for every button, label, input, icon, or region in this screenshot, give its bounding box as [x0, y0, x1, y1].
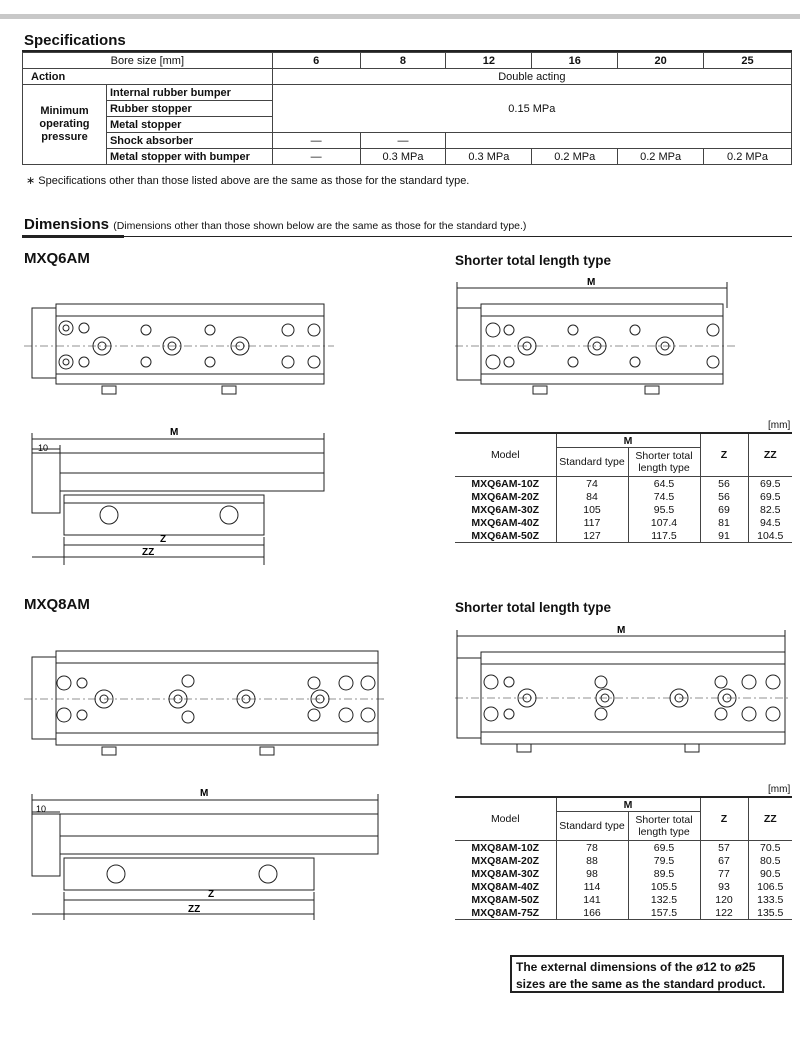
value-cell: 57: [700, 841, 748, 855]
table-row: [455, 906, 792, 920]
bore-size-25: 25: [704, 53, 792, 69]
dimensions-rule: [124, 236, 792, 237]
table-row: [455, 880, 792, 893]
model-cell: MXQ6AM-10Z: [455, 477, 556, 491]
m-dim-label: M: [170, 427, 179, 438]
value-cell: 90.5: [748, 867, 792, 880]
mxq6am-shorter-title: Shorter total length type: [455, 253, 612, 268]
bore-size-20: 20: [618, 53, 704, 69]
table-row: [455, 867, 792, 880]
model-cell: MXQ6AM-40Z: [455, 516, 556, 529]
header-m: M: [556, 797, 700, 812]
value-cell: 69.5: [748, 490, 792, 503]
value-cell: 67: [700, 854, 748, 867]
ten-dim-label: 10: [38, 443, 49, 453]
value-cell: 88: [556, 854, 628, 867]
table-row: [455, 503, 792, 516]
value-cell: 117.5: [628, 529, 700, 543]
value-cell: 91: [700, 529, 748, 543]
row-shock-absorber: Shock absorber: [106, 133, 272, 149]
table-row: [455, 516, 792, 529]
value-cell: 77: [700, 867, 748, 880]
mxq6am-dimension-table: [455, 432, 792, 543]
mxq8am-unit: [mm]: [768, 784, 791, 795]
model-cell: MXQ6AM-30Z: [455, 503, 556, 516]
m-dim-label: M: [587, 277, 596, 288]
value-cell: 56: [700, 477, 748, 491]
mxq8am-title: MXQ8AM: [24, 596, 90, 613]
mxq6am-shorter-drawing: [455, 278, 735, 400]
shock-absorber-6: —: [272, 133, 360, 149]
value-cell: 135.5: [748, 906, 792, 920]
model-cell: MXQ8AM-20Z: [455, 854, 556, 867]
row-internal-rubber-bumper: Internal rubber bumper: [106, 85, 272, 101]
header-shorter: Shorter total length type: [628, 448, 700, 477]
msb-6: —: [272, 149, 360, 165]
mxq6am-side-view-drawing: [24, 425, 334, 565]
mxq8am-dimension-table: [455, 796, 792, 920]
value-cell: 95.5: [628, 503, 700, 516]
value-cell: 105.5: [628, 880, 700, 893]
ten-dim-label: 10: [36, 804, 47, 814]
header-zz: ZZ: [748, 797, 792, 841]
mxq8am-top-view-drawing: [24, 645, 384, 755]
model-cell: MXQ8AM-40Z: [455, 880, 556, 893]
bore-size-label: Bore size [mm]: [23, 53, 273, 69]
header-zz: ZZ: [748, 433, 792, 477]
value-cell: 166: [556, 906, 628, 920]
value-cell: 79.5: [628, 854, 700, 867]
table-row: [455, 529, 792, 543]
z-dim-label: Z: [160, 534, 167, 545]
bore-size-6: 6: [272, 53, 360, 69]
value-cell: 74.5: [628, 490, 700, 503]
specifications-table: [22, 52, 792, 165]
min-pressure-label: Minimum operating pressure: [23, 85, 107, 165]
value-cell: 81: [700, 516, 748, 529]
msb-20: 0.2 MPa: [618, 149, 704, 165]
value-cell: 106.5: [748, 880, 792, 893]
msb-12: 0.3 MPa: [446, 149, 532, 165]
model-cell: MXQ6AM-50Z: [455, 529, 556, 543]
value-cell: 64.5: [628, 477, 700, 491]
model-cell: MXQ8AM-50Z: [455, 893, 556, 906]
header-standard: Standard type: [556, 448, 628, 477]
row-rubber-stopper: Rubber stopper: [106, 101, 272, 117]
header-model: Model: [455, 433, 556, 477]
model-cell: MXQ8AM-75Z: [455, 906, 556, 920]
value-cell: 74: [556, 477, 628, 491]
external-dimensions-note: The external dimensions of the ø12 to ø25 sizes are the same as the standard product.: [510, 955, 784, 993]
value-cell: 122: [700, 906, 748, 920]
model-cell: MXQ8AM-30Z: [455, 867, 556, 880]
mxq6am-rows: [455, 477, 792, 543]
value-cell: 93: [700, 880, 748, 893]
value-cell: 80.5: [748, 854, 792, 867]
value-cell: 157.5: [628, 906, 700, 920]
value-cell: 69.5: [748, 477, 792, 491]
value-cell: 82.5: [748, 503, 792, 516]
header-z: Z: [700, 433, 748, 477]
value-cell: 78: [556, 841, 628, 855]
value-cell: 132.5: [628, 893, 700, 906]
shared-pressure-value: 0.15 MPa: [272, 85, 791, 133]
value-cell: 98: [556, 867, 628, 880]
value-cell: 89.5: [628, 867, 700, 880]
row-metal-stopper-bumper: Metal stopper with bumper: [106, 149, 272, 165]
header-z: Z: [700, 797, 748, 841]
zz-dim-label: ZZ: [188, 904, 201, 915]
mxq6am-top-view-drawing: [24, 300, 334, 400]
mxq8am-rows: [455, 841, 792, 920]
table-row: [455, 854, 792, 867]
specifications-note: ∗ Specifications other than those listed above are the same as those for the standard type.: [26, 175, 470, 187]
value-cell: 56: [700, 490, 748, 503]
msb-25: 0.2 MPa: [704, 149, 792, 165]
value-cell: 69.5: [628, 841, 700, 855]
value-cell: 104.5: [748, 529, 792, 543]
value-cell: 117: [556, 516, 628, 529]
m-dim-label: M: [200, 788, 209, 799]
value-cell: 94.5: [748, 516, 792, 529]
dimensions-rule-thick: [22, 235, 124, 238]
specifications-title: Specifications: [24, 32, 126, 49]
value-cell: 107.4: [628, 516, 700, 529]
value-cell: 127: [556, 529, 628, 543]
mxq6am-unit: [mm]: [768, 420, 791, 431]
value-cell: 69: [700, 503, 748, 516]
mxq8am-side-view-drawing: [24, 788, 384, 928]
header-model: Model: [455, 797, 556, 841]
dimensions-title: Dimensions (Dimensions other than those shown below are the same as those for the standard type.): [24, 216, 527, 233]
header-m: M: [556, 433, 700, 448]
table-row: [455, 490, 792, 503]
value-cell: 133.5: [748, 893, 792, 906]
header-standard: Standard type: [556, 812, 628, 841]
value-cell: 84: [556, 490, 628, 503]
table-row: [455, 841, 792, 855]
msb-16: 0.2 MPa: [532, 149, 618, 165]
bore-size-8: 8: [360, 53, 446, 69]
shock-absorber-merged: [446, 133, 792, 149]
header-shorter: Shorter total length type: [628, 812, 700, 841]
mxq6am-title: MXQ6AM: [24, 250, 90, 267]
mxq8am-shorter-drawing: [455, 624, 790, 754]
action-value: Double acting: [272, 69, 791, 85]
dimensions-subtitle: (Dimensions other than those shown below are the same as those for the standard type.): [113, 220, 527, 232]
zz-dim-label: ZZ: [142, 547, 155, 558]
z-dim-label: Z: [208, 889, 215, 900]
model-cell: MXQ8AM-10Z: [455, 841, 556, 855]
table-row: [455, 477, 792, 491]
bore-size-12: 12: [446, 53, 532, 69]
top-rule: [0, 14, 800, 19]
value-cell: 141: [556, 893, 628, 906]
value-cell: 70.5: [748, 841, 792, 855]
shock-absorber-8: —: [360, 133, 446, 149]
action-label: Action: [23, 69, 273, 85]
model-cell: MXQ6AM-20Z: [455, 490, 556, 503]
row-metal-stopper: Metal stopper: [106, 117, 272, 133]
mxq8am-shorter-title: Shorter total length type: [455, 600, 612, 615]
bore-size-16: 16: [532, 53, 618, 69]
value-cell: 105: [556, 503, 628, 516]
m-dim-label: M: [617, 625, 626, 636]
value-cell: 120: [700, 893, 748, 906]
msb-8: 0.3 MPa: [360, 149, 446, 165]
value-cell: 114: [556, 880, 628, 893]
table-row: [455, 893, 792, 906]
